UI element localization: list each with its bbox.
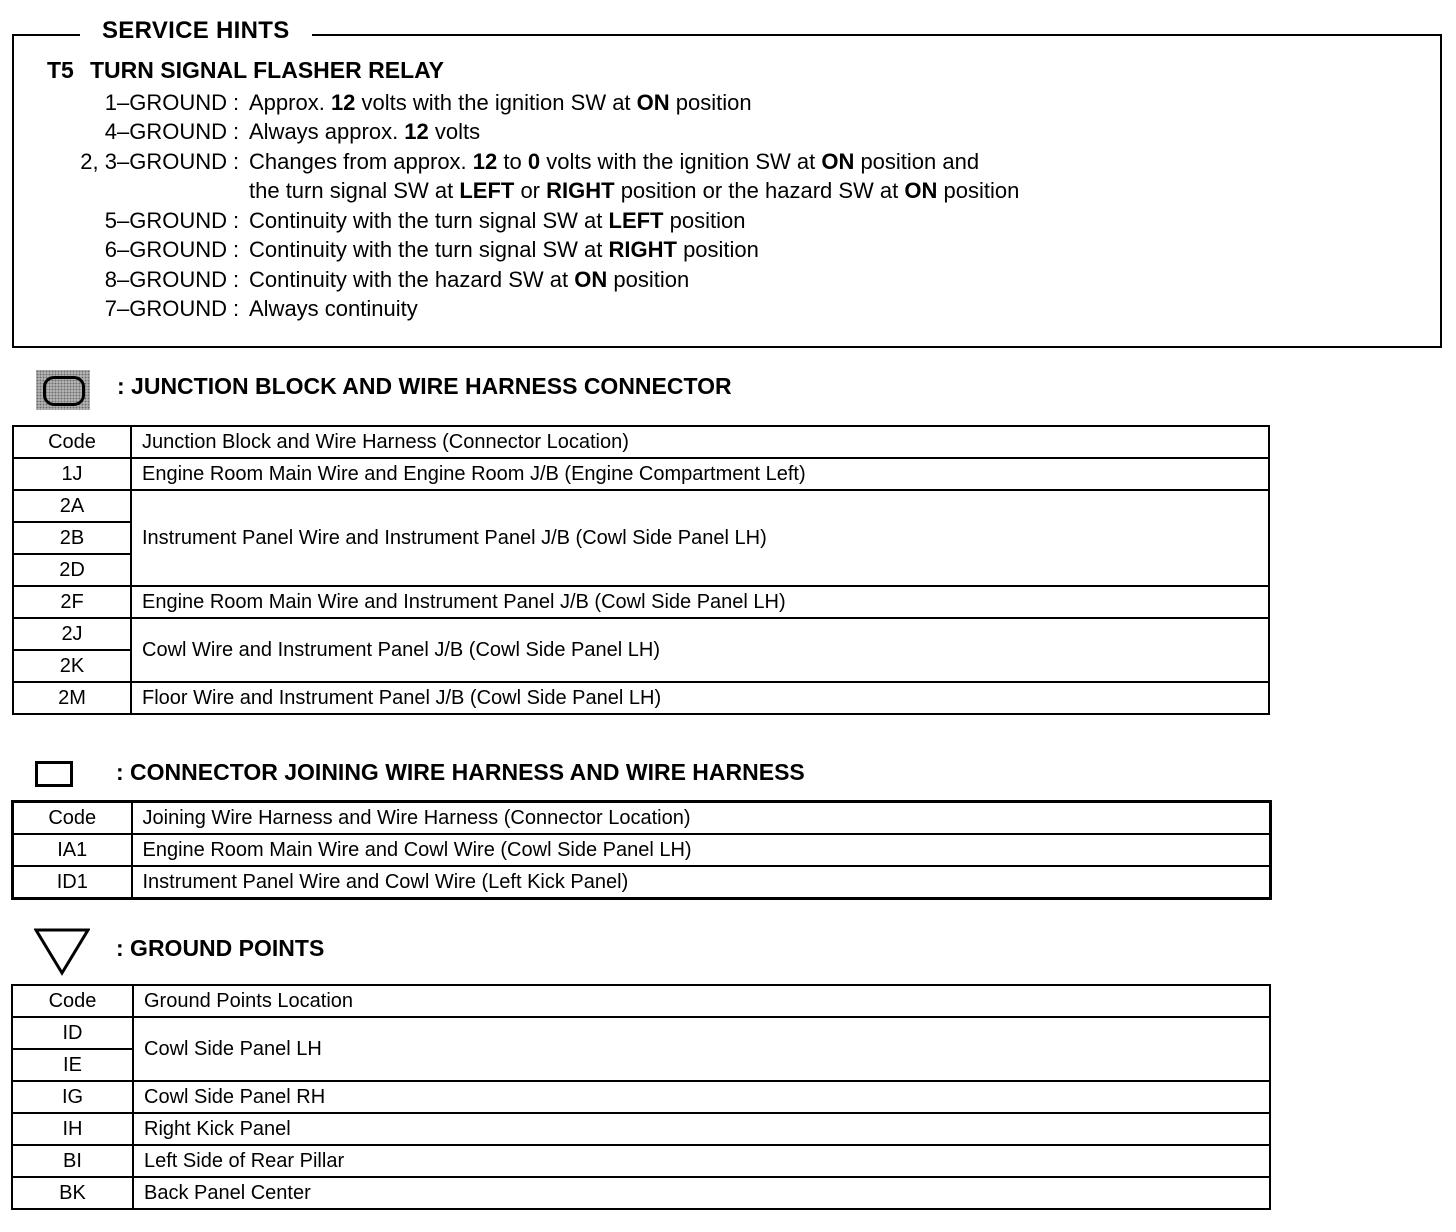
hint-colon: : <box>233 237 240 262</box>
hint-terminal: 4–GROUND <box>104 119 227 144</box>
relay-id: T5 <box>47 57 74 83</box>
hint-description: Always continuity <box>249 296 418 321</box>
header-desc: Joining Wire Harness and Wire Harness (Connector Location) <box>132 802 1271 835</box>
row-code: 2B <box>13 522 131 554</box>
hint-terminal: 2, 3–GROUND <box>80 149 227 174</box>
header-code: Code <box>13 426 131 458</box>
hint-description: Changes from approx. 12 to 0 volts with the ignition SW at ON position and <box>249 149 980 174</box>
table-row <box>12 1145 1270 1177</box>
table-row <box>13 682 1269 714</box>
hint-colon: : <box>233 149 240 174</box>
junction-heading: : JUNCTION BLOCK AND WIRE HARNESS CONNECTOR <box>117 373 732 399</box>
row-code: 2A <box>13 490 131 522</box>
row-code: IH <box>12 1113 133 1145</box>
hint-description: Continuity with the turn signal SW at LEFT position <box>249 208 746 233</box>
row-desc: Engine Room Main Wire and Cowl Wire (Cowl Side Panel LH) <box>132 834 1271 866</box>
hint-colon: : <box>233 267 240 292</box>
service-hints-title: SERVICE HINTS <box>80 16 312 46</box>
row-desc: Left Side of Rear Pillar <box>133 1145 1270 1177</box>
table-header-row <box>13 426 1269 458</box>
header-desc: Junction Block and Wire Harness (Connector Location) <box>131 426 1269 458</box>
row-code: IA1 <box>13 834 132 866</box>
row-desc: Instrument Panel Wire and Instrument Panel J/B (Cowl Side Panel LH) <box>131 490 1269 586</box>
table-row <box>12 1113 1270 1145</box>
hint-colon: : <box>233 296 240 321</box>
table-row <box>13 618 1269 650</box>
hint-description: Approx. 12 volts with the ignition SW at ON position <box>249 90 752 115</box>
ground-heading: : GROUND POINTS <box>116 935 325 961</box>
row-code: BI <box>12 1145 133 1177</box>
table-row <box>12 1017 1270 1049</box>
table-row <box>13 490 1269 522</box>
table-row <box>12 1081 1270 1113</box>
table-row <box>12 1177 1270 1209</box>
table-row <box>13 458 1269 490</box>
row-desc: Cowl Side Panel LH <box>133 1017 1270 1081</box>
table-row <box>13 586 1269 618</box>
junction-table <box>12 425 1270 715</box>
table-row <box>13 834 1271 866</box>
row-code: IE <box>12 1049 133 1081</box>
row-code: ID <box>12 1017 133 1049</box>
row-desc: Right Kick Panel <box>133 1113 1270 1145</box>
header-code: Code <box>12 985 133 1017</box>
connector-heading: : CONNECTOR JOINING WIRE HARNESS AND WIRE HARNESS <box>116 759 805 785</box>
row-code: 2J <box>13 618 131 650</box>
hint-colon: : <box>233 208 240 233</box>
header-code: Code <box>13 802 132 835</box>
hint-terminal: 6–GROUND <box>104 237 227 262</box>
hint-colon: : <box>233 119 240 144</box>
row-desc: Engine Room Main Wire and Instrument Panel J/B (Cowl Side Panel LH) <box>131 586 1269 618</box>
row-desc: Cowl Side Panel RH <box>133 1081 1270 1113</box>
hint-colon: : <box>233 90 240 115</box>
hint-description: Continuity with the turn signal SW at RIGHT position <box>249 237 759 262</box>
row-code: ID1 <box>13 866 132 899</box>
row-code: 2M <box>13 682 131 714</box>
row-desc: Instrument Panel Wire and Cowl Wire (Left Kick Panel) <box>132 866 1271 899</box>
hint-description: Always approx. 12 volts <box>249 119 481 144</box>
junction-block-symbol-icon <box>36 370 90 410</box>
row-code: 2D <box>13 554 131 586</box>
hint-description: the turn signal SW at LEFT or RIGHT position or the hazard SW at ON position <box>249 178 1020 203</box>
hint-description: Continuity with the hazard SW at ON position <box>249 267 690 292</box>
hint-terminal: 7–GROUND <box>104 296 227 321</box>
table-header-row <box>13 802 1271 835</box>
connector-symbol-icon <box>35 761 73 787</box>
row-code: 1J <box>13 458 131 490</box>
connector-table <box>11 800 1272 900</box>
header-desc: Ground Points Location <box>133 985 1270 1017</box>
row-desc: Engine Room Main Wire and Engine Room J/B (Engine Compartment Left) <box>131 458 1269 490</box>
row-desc: Floor Wire and Instrument Panel J/B (Cowl Side Panel LH) <box>131 682 1269 714</box>
table-row <box>13 866 1271 899</box>
row-desc: Cowl Wire and Instrument Panel J/B (Cowl Side Panel LH) <box>131 618 1269 682</box>
row-code: IG <box>12 1081 133 1113</box>
table-header-row <box>12 985 1270 1017</box>
row-desc: Back Panel Center <box>133 1177 1270 1209</box>
relay-title: TURN SIGNAL FLASHER RELAY <box>90 57 444 83</box>
ground-symbol-icon <box>34 928 90 976</box>
hint-terminal: 8–GROUND <box>104 267 227 292</box>
hint-terminal: 1–GROUND <box>104 90 227 115</box>
row-code: BK <box>12 1177 133 1209</box>
ground-table <box>11 984 1271 1210</box>
hint-terminal: 5–GROUND <box>104 208 227 233</box>
row-code: 2F <box>13 586 131 618</box>
row-code: 2K <box>13 650 131 682</box>
